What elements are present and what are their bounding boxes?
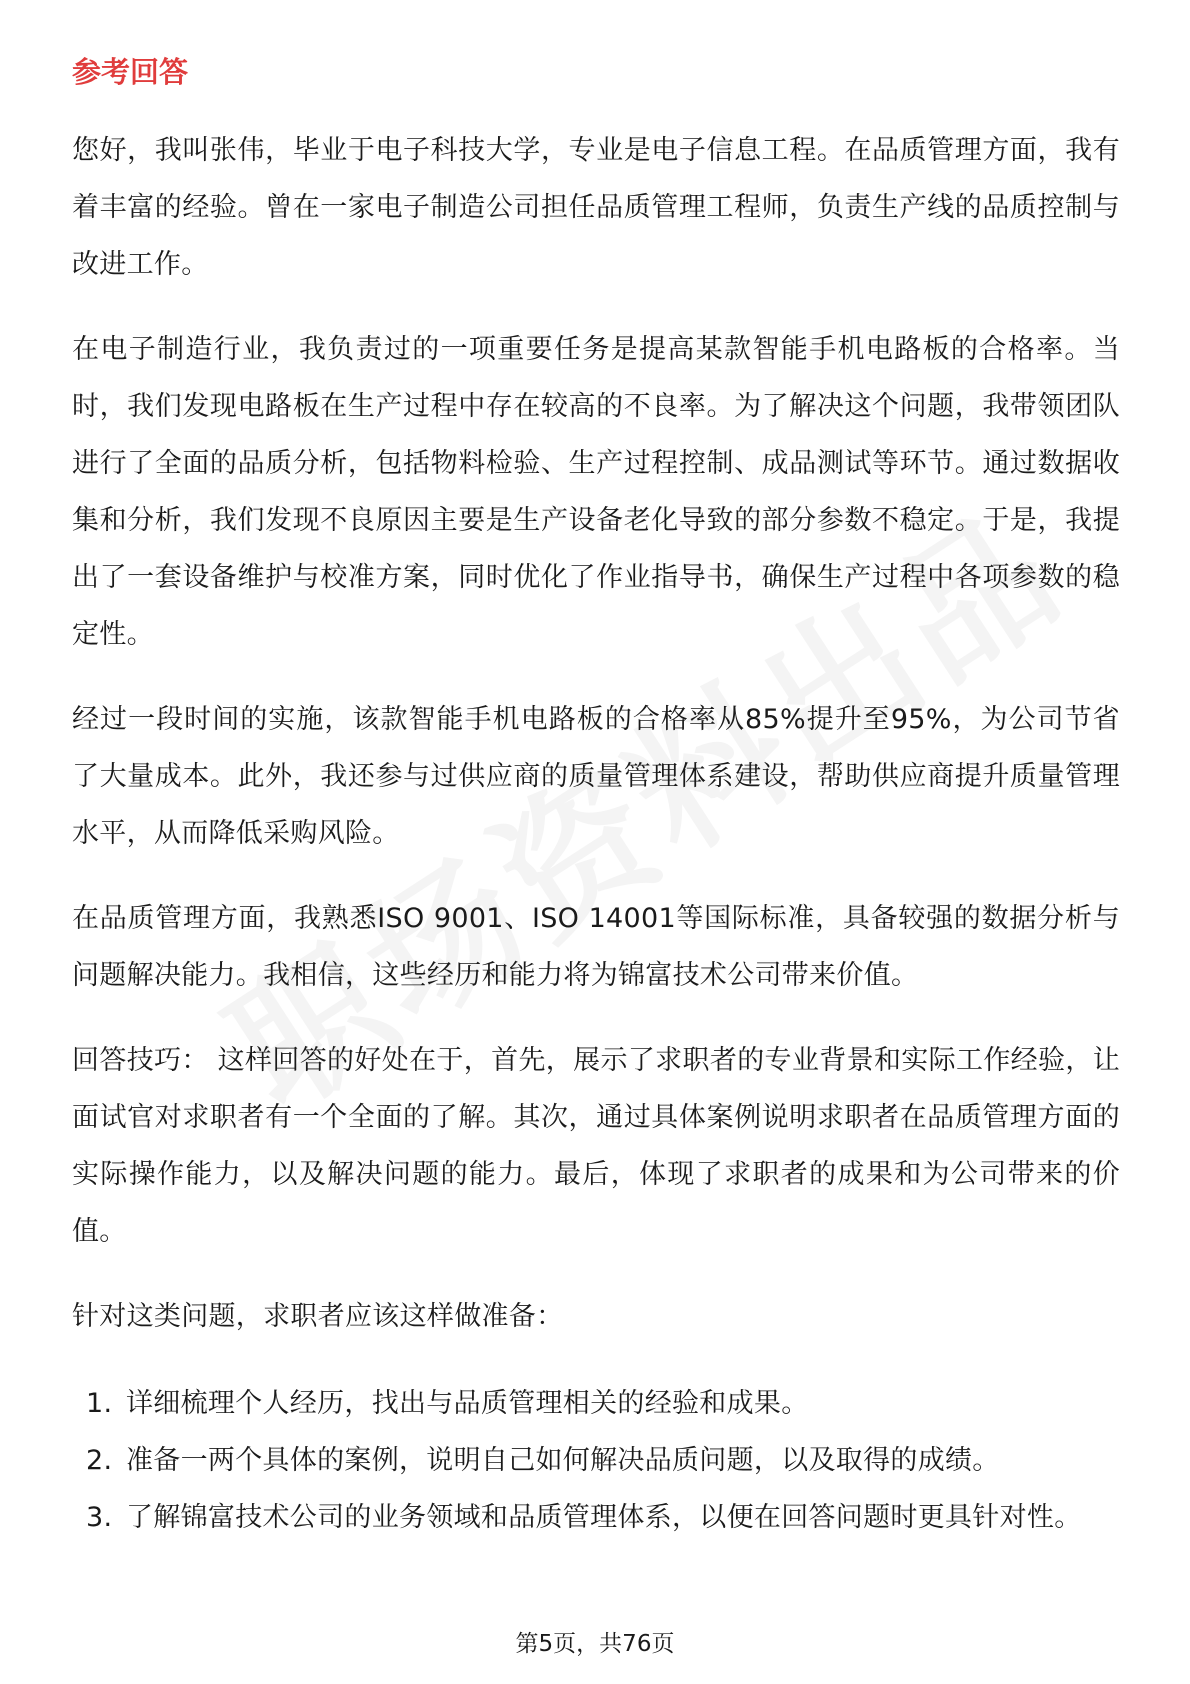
- paragraph-skills: 在品质管理方面，我熟悉ISO 9001、ISO 14001等国际标准，具备较强的数据分析与问题解决能力。我相信，这些经历和能力将为锦富技术公司带来价值。: [72, 903, 1120, 991]
- list-item-text: 准备一两个具体的案例，说明自己如何解决品质问题，以及取得的成绩。: [126, 1445, 1000, 1476]
- paragraph-case: 在电子制造行业，我负责过的一项重要任务是提高某款智能手机电路板的合格率。当时，我们发现电路板在生产过程中存在较高的不良率。为了解决这个问题，我带领团队进行了全面的品质分析，包括物料检验、生产过程控制、成品测试等环节。通过数据收集和分析，我们发现不良原因主要是生产设备老化导致的部分参数不稳定。于是，我提出了一套设备维护与校准方案，同时优化了作业指导书，确保生产过程中各项参数的稳定性。: [72, 334, 1120, 650]
- list-item-text: 详细梳理个人经历，找出与品质管理相关的经验和成果。: [126, 1388, 809, 1419]
- page-number: 第5页，共76页: [515, 1631, 675, 1657]
- paragraph-tips: 回答技巧： 这样回答的好处在于，首先，展示了求职者的专业背景和实际工作经验，让面试官对求职者有一个全面的了解。其次，通过具体案例说明求职者在品质管理方面的实际操作能力，以及解决问题的能力。最后，体现了求职者的成果和为公司带来的价值。: [72, 1045, 1120, 1247]
- paragraph-prep-intro: 针对这类问题，求职者应该这样做准备：: [72, 1301, 564, 1332]
- paragraph-result: 经过一段时间的实施，该款智能手机电路板的合格率从85%提升至95%，为公司节省了大量成本。此外，我还参与过供应商的质量管理体系建设，帮助供应商提升质量管理水平，从而降低采购风险。: [72, 704, 1120, 849]
- list-item: [72, 1489, 1120, 1546]
- section-heading: 参考回答: [72, 55, 189, 89]
- paragraph-intro: 您好，我叫张伟，毕业于电子科技大学，专业是电子信息工程。在品质管理方面，我有着丰富的经验。曾在一家电子制造公司担任品质管理工程师，负责生产线的品质控制与改进工作。: [72, 135, 1120, 280]
- page-content: [72, 46, 1120, 1546]
- list-item-number: 2.: [86, 1445, 113, 1476]
- prep-list: [72, 1375, 1120, 1546]
- list-item-number: 1.: [86, 1388, 113, 1419]
- list-item: [72, 1432, 1120, 1489]
- list-item-number: 3.: [86, 1502, 113, 1533]
- list-item-text: 了解锦富技术公司的业务领域和品质管理体系，以便在回答问题时更具针对性。: [126, 1502, 1082, 1533]
- list-item: [72, 1375, 1120, 1432]
